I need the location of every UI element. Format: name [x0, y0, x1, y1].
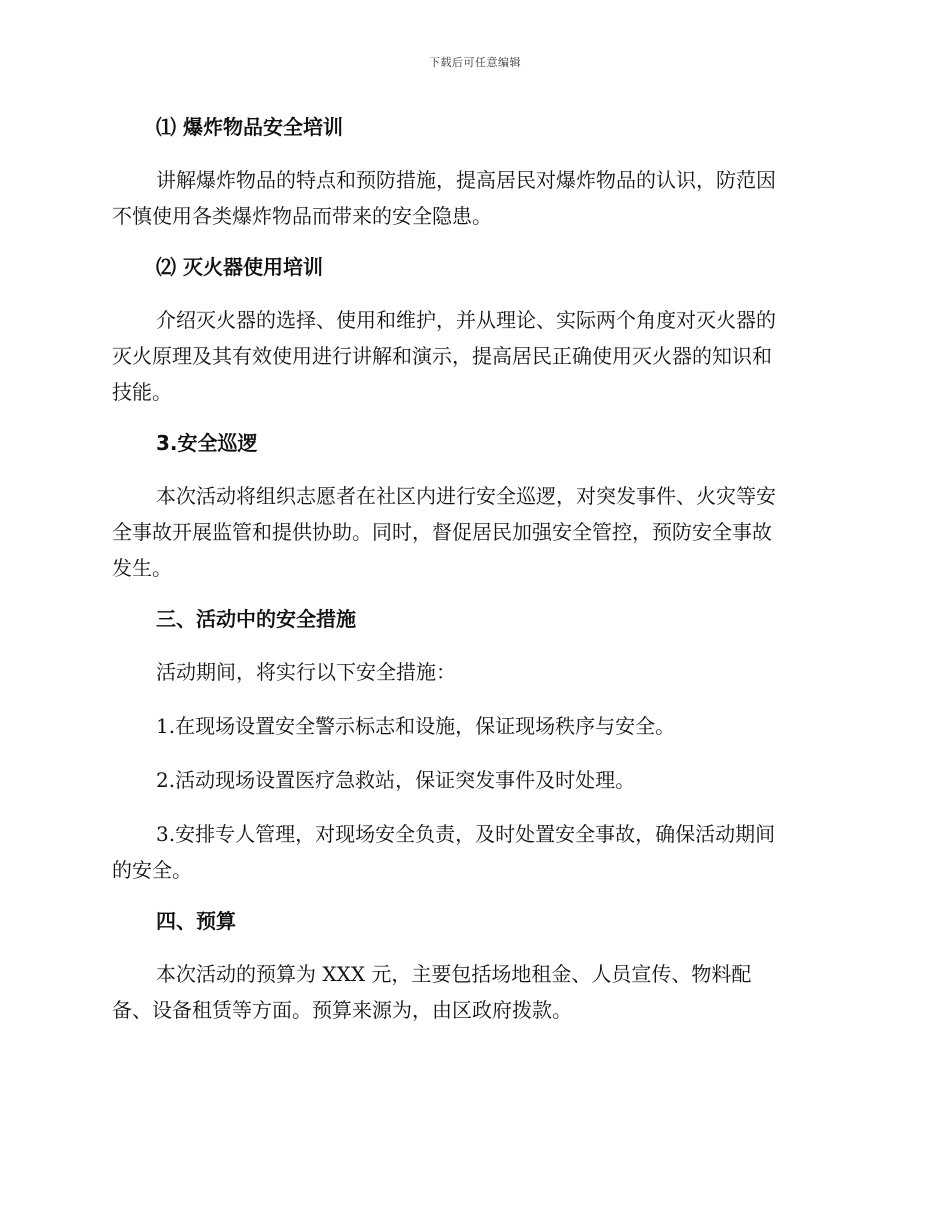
paragraph-line: 讲解爆炸物品的特点和预防措施，提高居民对爆炸物品的认识，防范因: [156, 168, 776, 192]
paragraph-line: 不慎使用各类爆炸物品而带来的安全隐患。: [112, 204, 492, 228]
paragraph-line: 备、设备租赁等方面。预算来源为，由区政府拨款。: [112, 998, 572, 1022]
paragraph-line: 1.在现场设置安全警示标志和设施，保证现场秩序与安全。: [156, 714, 676, 738]
paragraph-line: 发生。: [112, 556, 172, 580]
section-heading: ⑴ 爆炸物品安全培训: [156, 115, 343, 139]
paragraph: [112, 478, 832, 586]
paragraph-line: 2.活动现场设置医疗急救站，保证突发事件及时处理。: [156, 768, 636, 792]
paragraph: [112, 956, 832, 1028]
paragraph-line: 技能。: [112, 380, 172, 404]
paragraph: [112, 762, 832, 798]
paragraph-line: 本次活动将组织志愿者在社区内进行安全巡逻，对突发事件、火灾等安: [156, 484, 776, 508]
page-header: 下载后可任意编辑: [429, 56, 521, 69]
paragraph-line: 本次活动的预算为 XXX 元，主要包括场地租金、人员宣传、物料配: [156, 962, 752, 986]
section-heading: 四、预算: [156, 909, 236, 933]
paragraph: [112, 816, 832, 888]
paragraph-line: 介绍灭火器的选择、使用和维护，并从理论、实际两个角度对灭火器的: [156, 308, 776, 332]
paragraph-line: 3.安排专人管理，对现场安全负责，及时处置安全事故，确保活动期间: [156, 822, 776, 846]
section-heading: ⑵ 灭火器使用培训: [156, 255, 323, 279]
paragraph-line: 活动期间，将实行以下安全措施：: [156, 660, 456, 684]
document-body: [112, 112, 832, 1028]
paragraph: [112, 654, 832, 690]
paragraph-line: 全事故开展监管和提供协助。同时，督促居民加强安全管控，预防安全事故: [112, 520, 772, 544]
section-heading: 三、活动中的安全措施: [156, 607, 356, 631]
paragraph-line: 的安全。: [112, 858, 192, 882]
paragraph-line: 灭火原理及其有效使用进行讲解和演示，提高居民正确使用灭火器的知识和: [112, 344, 772, 368]
paragraph: [112, 708, 832, 744]
section-heading: 3.安全巡逻: [156, 431, 258, 455]
paragraph: [112, 162, 832, 234]
paragraph: [112, 302, 832, 410]
